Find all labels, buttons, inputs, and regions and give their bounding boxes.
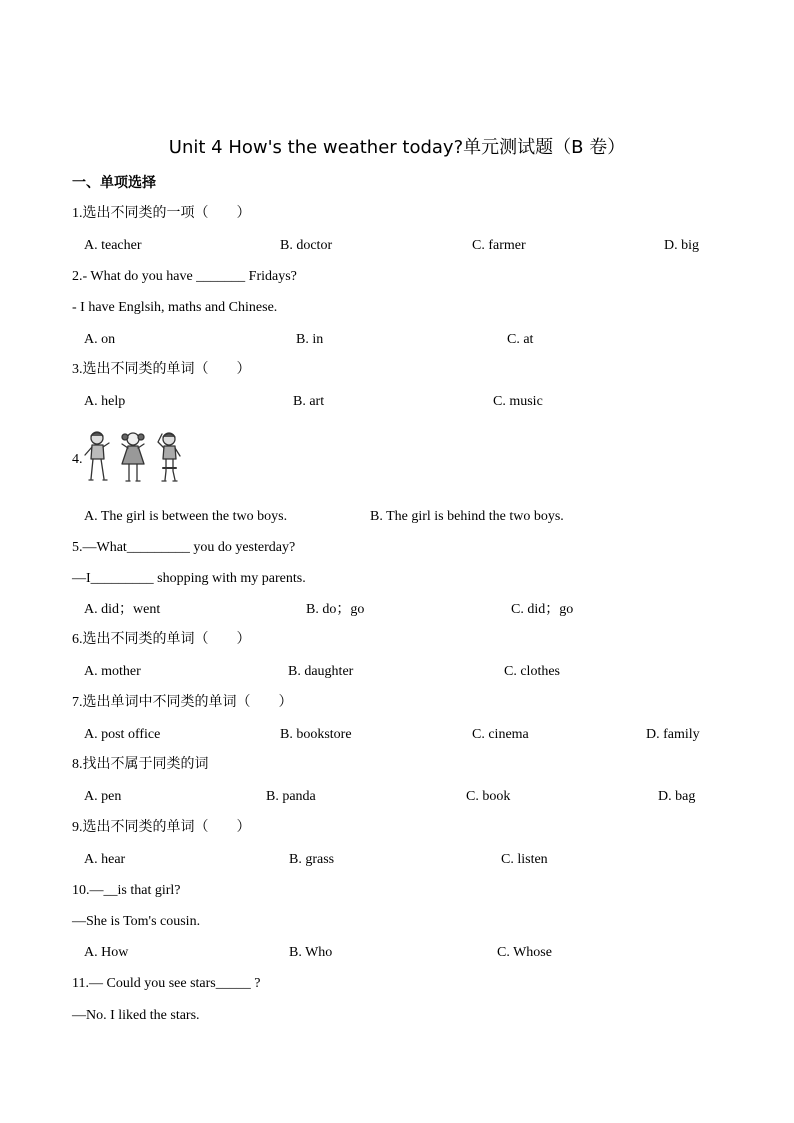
q1-option-b[interactable]: B. doctor [280,238,333,253]
question-8-stem: 8.找出不属于同类的词 [72,757,209,772]
three-children-illustration [80,428,188,492]
q10-option-a[interactable]: A. How [84,945,129,960]
q3-option-c[interactable]: C. music [493,394,543,409]
question-3-stem: 3.选出不同类的单词（ ） [72,362,251,377]
question-2-line2: - I have Englsih, maths and Chinese. [72,300,278,315]
q8-option-b[interactable]: B. panda [266,789,316,804]
q3-option-a[interactable]: A. help [84,394,126,409]
q9-option-c[interactable]: C. listen [501,852,548,867]
q4-option-a[interactable]: A. The girl is between the two boys. [84,509,288,524]
question-11-stem: 11.— Could you see stars_____ ? [72,976,261,991]
q8-option-c[interactable]: C. book [466,789,511,804]
page-title: Unit 4 How's the weather today?单元测试题（B 卷） [168,137,626,158]
q1-option-d[interactable]: D. big [664,238,699,253]
q2-option-a[interactable]: A. on [84,332,116,347]
q7-option-c[interactable]: C. cinema [472,727,529,742]
q6-option-c[interactable]: C. clothes [504,664,560,679]
q7-option-d[interactable]: D. family [646,727,700,742]
question-10-stem: 10.—__is that girl? [72,883,181,898]
q6-option-a[interactable]: A. mother [84,664,141,679]
q6-option-b[interactable]: B. daughter [288,664,354,679]
question-1-stem: 1.选出不同类的一项（ ） [72,206,251,221]
q5-option-c[interactable]: C. did；go [511,602,574,617]
q7-option-b[interactable]: B. bookstore [280,727,352,742]
q7-option-a[interactable]: A. post office [84,727,161,742]
q10-option-c[interactable]: C. Whose [497,945,552,960]
question-10-line2: —She is Tom's cousin. [72,914,201,929]
q5-option-b[interactable]: B. do；go [306,602,365,617]
q4-option-b[interactable]: B. The girl is behind the two boys. [370,509,564,524]
q2-option-b[interactable]: B. in [296,332,324,347]
section-heading: 一、单项选择 [72,175,156,191]
q1-option-a[interactable]: A. teacher [84,238,142,253]
question-6-stem: 6.选出不同类的单词（ ） [72,632,251,647]
q9-option-b[interactable]: B. grass [289,852,335,867]
q10-option-b[interactable]: B. Who [289,945,333,960]
question-2-stem: 2.- What do you have _______ Fridays? [72,269,297,284]
q1-option-c[interactable]: C. farmer [472,238,526,253]
question-5-line2: —I_________ shopping with my parents. [72,571,306,586]
q8-option-d[interactable]: D. bag [658,789,696,804]
q9-option-a[interactable]: A. hear [84,852,126,867]
q2-option-c[interactable]: C. at [507,332,534,347]
q8-option-a[interactable]: A. pen [84,789,122,804]
q3-option-b[interactable]: B. art [293,394,325,409]
question-9-stem: 9.选出不同类的单词（ ） [72,820,251,835]
question-7-stem: 7.选出单词中不同类的单词（ ） [72,695,293,710]
q5-option-a[interactable]: A. did；went [84,602,161,617]
question-11-line2: —No. I liked the stars. [72,1008,200,1023]
question-5-stem: 5.—What_________ you do yesterday? [72,540,296,555]
question-4-number: 4. [72,452,83,467]
